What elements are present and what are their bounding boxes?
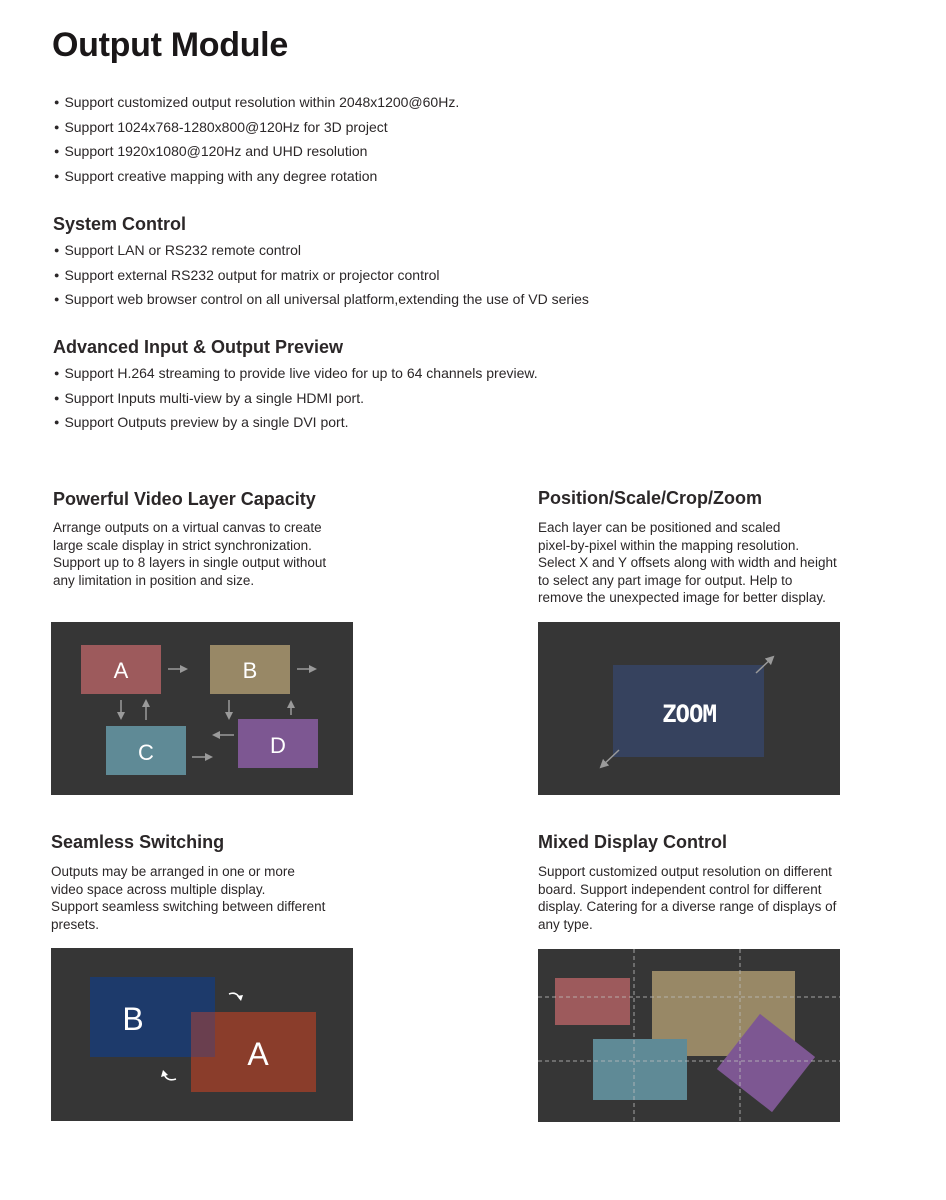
system-control-list xyxy=(54,238,589,312)
output-module-list xyxy=(54,90,459,188)
display-red xyxy=(555,978,630,1025)
layer-d-label: D xyxy=(270,733,286,758)
position-scale-heading: Position/Scale/Crop/Zoom xyxy=(538,488,763,508)
description-line: board. Support independent control for different xyxy=(538,881,822,897)
layer-c-label: C xyxy=(138,740,154,765)
description-line: Support customized output resolution on different xyxy=(538,864,832,879)
description-line: display. Catering for a diverse range of displays of xyxy=(538,899,837,914)
preview-heading: Advanced Input & Output Preview xyxy=(53,337,344,357)
description-line: Support seamless switching between different xyxy=(51,899,326,914)
layer-capacity-description xyxy=(53,519,326,589)
mixed-display-heading: Mixed Display Control xyxy=(538,832,728,852)
layer-capacity-diagram xyxy=(51,622,353,795)
description-line: presets. xyxy=(51,916,100,932)
mixed-display-diagram xyxy=(538,949,840,1122)
zoom-label: ZOOM xyxy=(662,700,716,728)
list-item: ● Support external RS232 output for matrix or projector control xyxy=(54,263,589,288)
mixed-display-description xyxy=(538,863,836,933)
list-item: ● Support creative mapping with any degree rotation xyxy=(54,164,459,189)
layer-b-label: B xyxy=(242,658,258,683)
mixed-display-svg xyxy=(538,949,840,1122)
seamless-diagram xyxy=(51,948,353,1121)
description-line: large scale display in strict synchronization. xyxy=(53,537,312,553)
layer-a-label: A xyxy=(113,658,129,683)
layer-capacity-heading: Powerful Video Layer Capacity xyxy=(53,489,316,509)
position-scale-description xyxy=(538,519,837,607)
description-line: to select any part image for output. Help to xyxy=(538,572,793,588)
description-line: pixel-by-pixel within the mapping resolution. xyxy=(538,537,800,553)
preset-b-label: B xyxy=(122,1001,144,1037)
list-item: ● Support Inputs multi-view by a single HDMI port. xyxy=(54,386,538,411)
zoom-diagram xyxy=(538,622,840,795)
description-line: Arrange outputs on a virtual canvas to create xyxy=(53,520,322,535)
layer-diagram-svg xyxy=(51,622,353,795)
seamless-description xyxy=(51,863,325,933)
list-item: ● Support 1024x768-1280x800@120Hz for 3D project xyxy=(54,115,459,140)
description-line: any type. xyxy=(538,916,593,932)
list-item: ● Support web browser control on all universal platform,extending the use of VD series xyxy=(54,287,589,312)
overlap-region xyxy=(191,1012,215,1057)
display-blue xyxy=(593,1039,687,1100)
system-control-heading: System Control xyxy=(53,214,187,234)
description-line: Support up to 8 layers in single output without xyxy=(53,555,327,570)
page-title: Output Module xyxy=(52,26,288,64)
list-item: ● Support Outputs preview by a single DVI port. xyxy=(54,410,538,435)
list-item: ● Support customized output resolution within 2048x1200@60Hz. xyxy=(54,90,459,115)
seamless-heading: Seamless Switching xyxy=(51,832,225,852)
description-line: Outputs may be arranged in one or more xyxy=(51,864,295,879)
list-item: ● Support LAN or RS232 remote control xyxy=(54,238,589,263)
description-line: video space across multiple display. xyxy=(51,881,266,897)
description-line: Each layer can be positioned and scaled xyxy=(538,520,781,535)
seamless-diagram-svg xyxy=(51,948,353,1121)
zoom-diagram-svg xyxy=(538,622,840,795)
list-item: ● Support H.264 streaming to provide live video for up to 64 channels preview. xyxy=(54,361,538,386)
description-line: any limitation in position and size. xyxy=(53,572,255,588)
preset-a-label: A xyxy=(247,1036,269,1072)
list-item: ● Support 1920x1080@120Hz and UHD resolution xyxy=(54,139,459,164)
preview-list xyxy=(54,361,538,435)
description-line: Select X and Y offsets along with width and height xyxy=(538,555,837,570)
shrink-arrow-icon xyxy=(601,750,619,767)
description-line: remove the unexpected image for better display. xyxy=(538,590,826,605)
